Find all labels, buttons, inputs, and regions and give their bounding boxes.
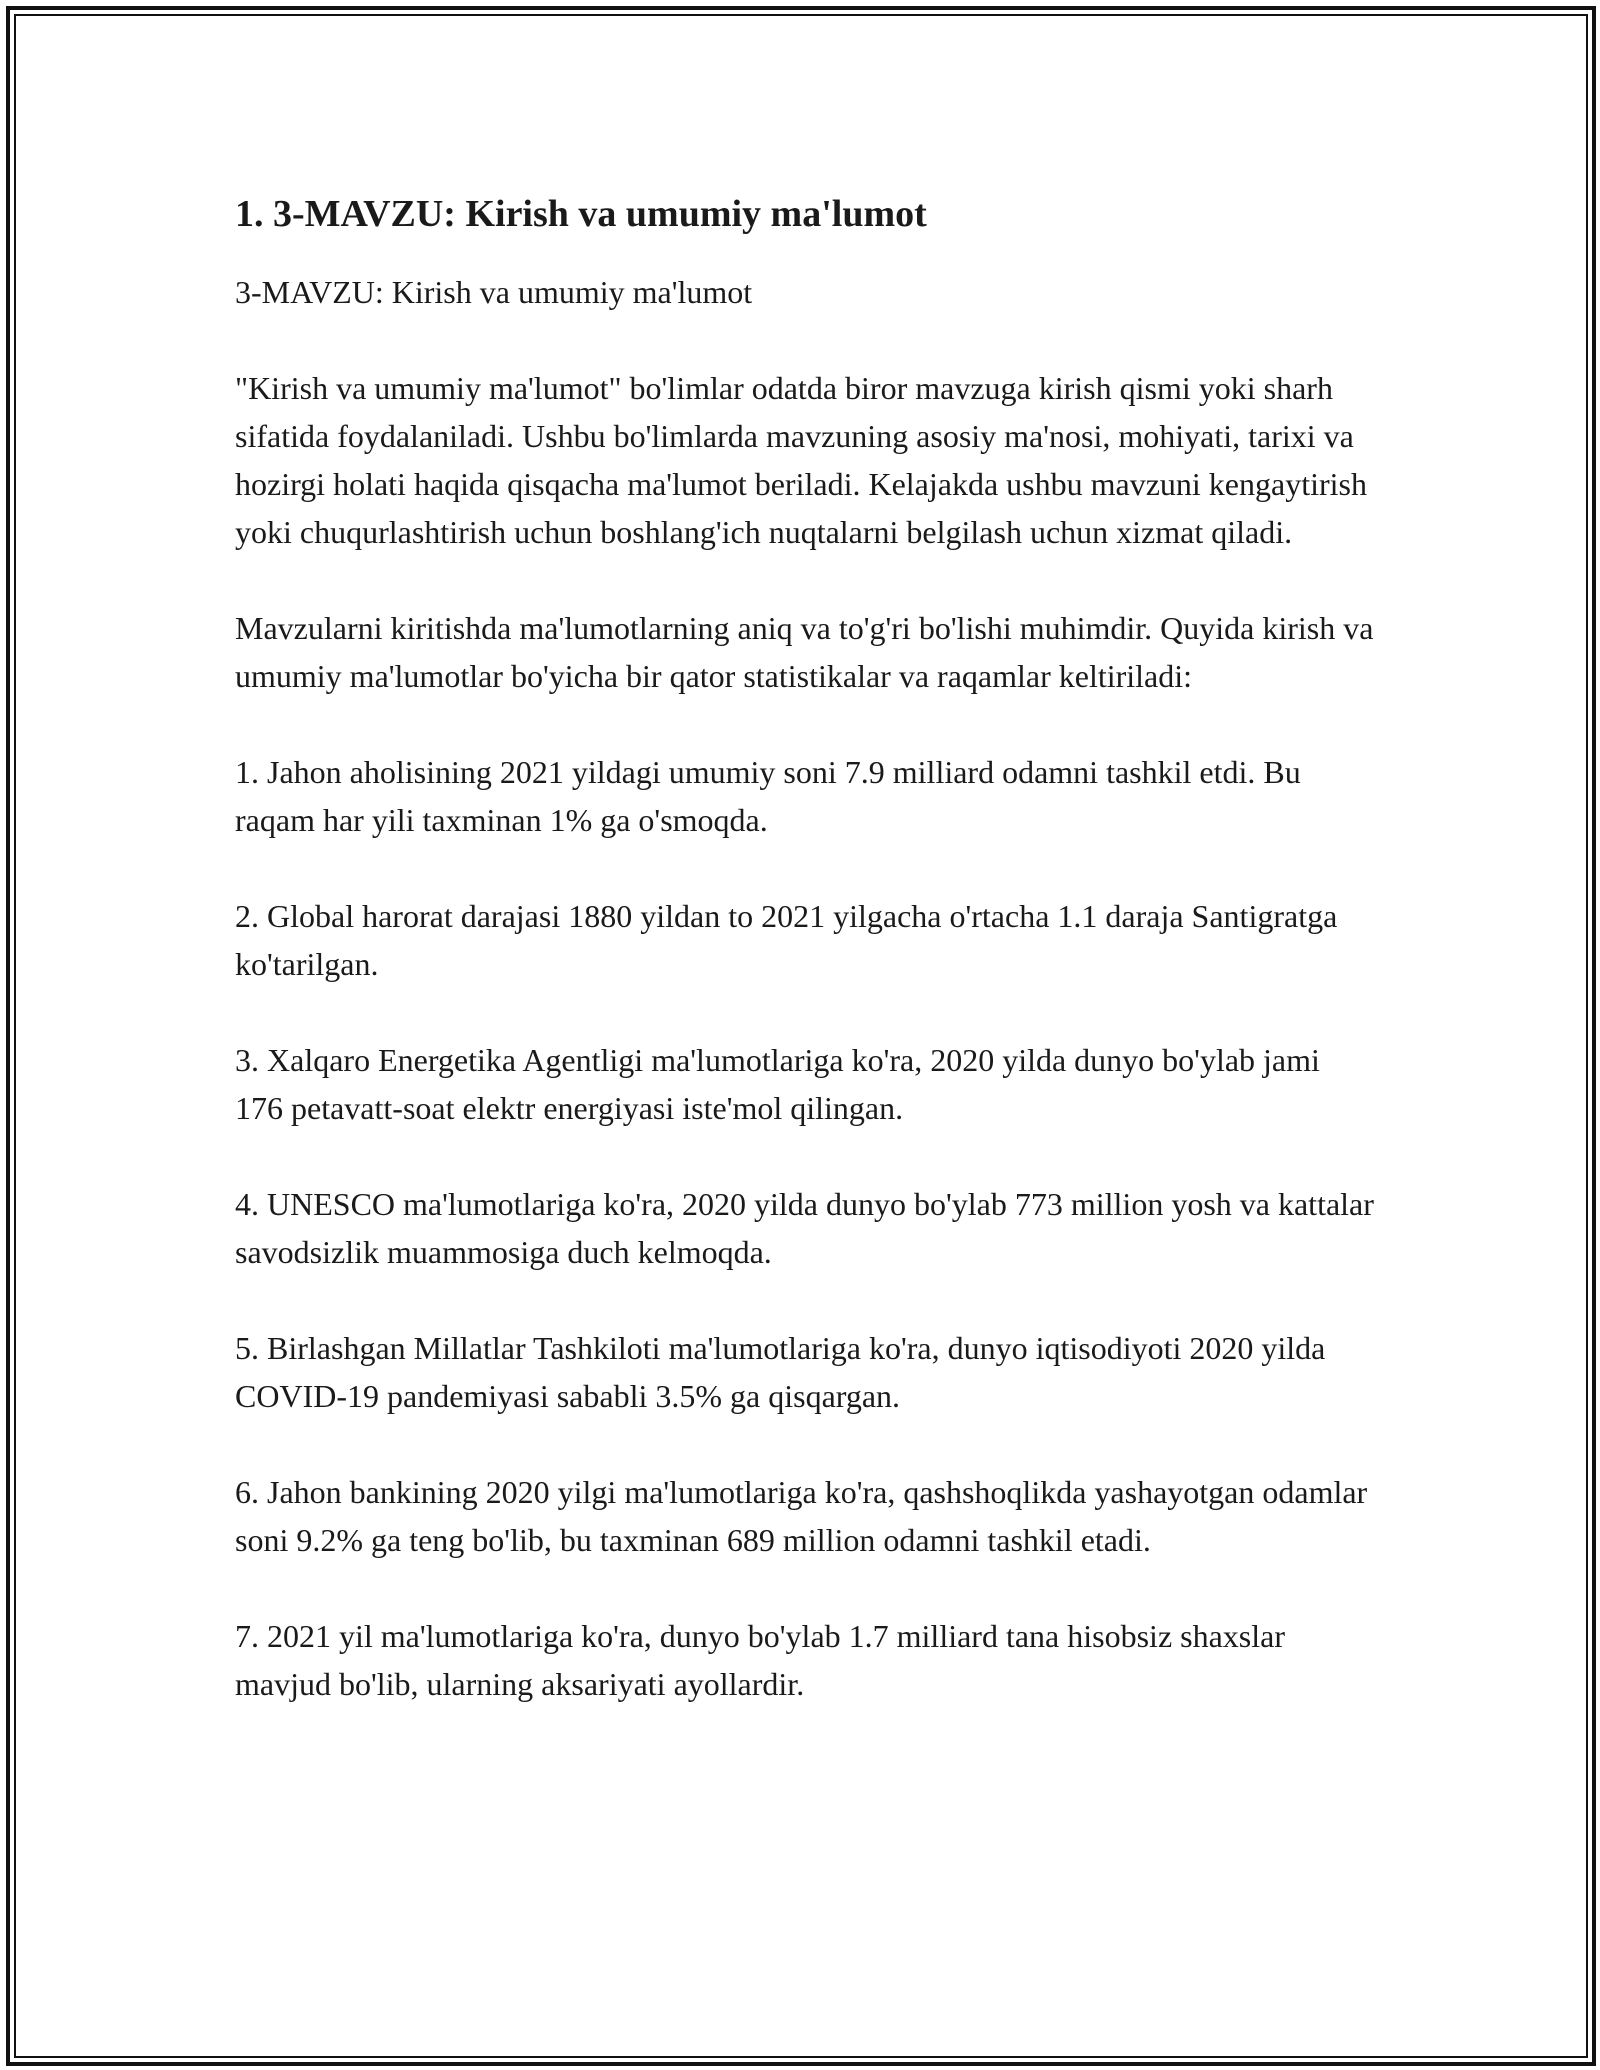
stat-item-4: 4. UNESCO ma'lumotlariga ko'ra, 2020 yilda dunyo bo'ylab 773 million yosh va kattalar savodsizlik muammosiga duch kelmoqda. [235,1186,1374,1270]
document-heading: 1. 3-MAVZU: Kirish va umumiy ma'lumot [235,193,927,235]
intro-paragraph: "Kirish va umumiy ma'lumot" bo'limlar odatda biror mavzuga kirish qismi yoki sharh sifatida foydalaniladi. Ushbu bo'limlarda mavzuning asosiy ma'nosi, mohiyati, tarixi va hozirgi holati haqida qisqacha ma'lumot beriladi. Kelajakda ushbu mavzuni kengaytirish yoki chuqurlashtirish uchun boshlang'ich nuqtalarni belgilash uchun xizmat qiladi. [235,370,1367,550]
stat-item-5: 5. Birlashgan Millatlar Tashkiloti ma'lumotlariga ko'ra, dunyo iqtisodiyoti 2020 yilda COVID-19 pandemiyasi sababli 3.5% ga qisqargan. [235,1330,1326,1414]
stat-item-3: 3. Xalqaro Energetika Agentligi ma'lumotlariga ko'ra, 2020 yilda dunyo bo'ylab jami 176 petavatt-soat elektr energiyasi iste'mol qilingan. [235,1042,1320,1126]
stat-item-1: 1. Jahon aholisining 2021 yildagi umumiy soni 7.9 milliard odamni tashkil etdi. Bu raqam har yili taxminan 1% ga o'smoqda. [235,754,1301,838]
document-subtitle: 3-MAVZU: Kirish va umumiy ma'lumot [235,274,753,310]
stat-item-7: 7. 2021 yil ma'lumotlariga ko'ra, dunyo bo'ylab 1.7 milliard tana hisobsiz shaxslar mavjud bo'lib, ularning aksariyati ayollardir. [235,1618,1285,1702]
stat-item-2: 2. Global harorat darajasi 1880 yildan to 2021 yilgacha o'rtacha 1.1 daraja Santigratga ko'tarilgan. [235,898,1338,982]
document-body [235,190,1375,1756]
stat-item-6: 6. Jahon bankining 2020 yilgi ma'lumotlariga ko'ra, qashshoqlikda yashayotgan odamlar soni 9.2% ga teng bo'lib, bu taxminan 689 million odamni tashkil etadi. [235,1474,1368,1558]
stats-lead-paragraph: Mavzularni kiritishda ma'lumotlarning aniq va to'g'ri bo'lishi muhimdir. Quyida kirish va umumiy ma'lumotlar bo'yicha bir qator statistikalar va raqamlar keltiriladi: [235,610,1374,694]
